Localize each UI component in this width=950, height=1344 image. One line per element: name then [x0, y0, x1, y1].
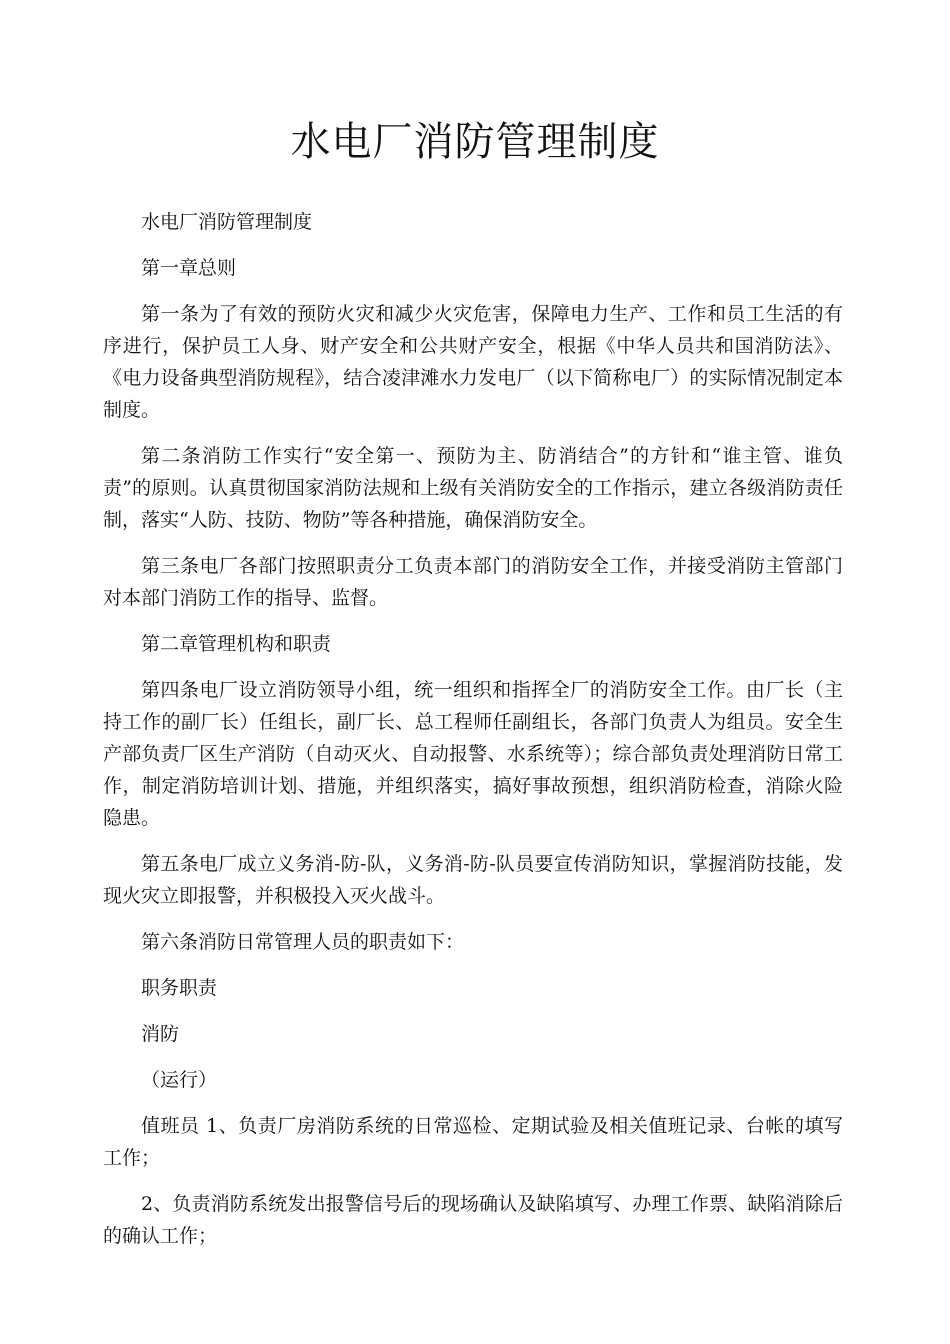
paragraph-doc-name: 水电厂消防管理制度 [141, 211, 313, 233]
article-1: 第一条为了有效的预防火灾和减少火灾危害，保障电力生产、工作和员工生活的有序进行，保护员工人身、财产安全和公共财产安全，根据《中华人员共和国消防法》、《电力设备典型消防规程》，结合凌津滩水力发电厂（以下简称电厂）的实际情况制定本制度。 [103, 303, 843, 421]
duty-item-2: 2、负责消防系统发出报警信号后的现场确认及缺陷填写、办理工作票、缺陷消除后的确认工作； [103, 1193, 843, 1247]
article-4: 第四条电厂设立消防领导小组，统一组织和指挥全厂的消防安全工作。由厂长（主持工作的副厂长）任组长，副厂长、总工程师任副组长，各部门负责人为组员。安全生产部负责厂区生产消防（自动灭火、自动报警、水系统等）；综合部负责处理消防日常工作，制定消防培训计划、措施，并组织落实，搞好事故预想，组织消防检查，消除火险隐患。 [103, 679, 843, 829]
document-body [103, 206, 843, 1266]
article-5: 第五条电厂成立义务消-防-队，义务消-防-队员要宣传消防知识，掌握消防技能，发现火灾立即报警，并积极投入灭火战斗。 [103, 853, 843, 907]
document-title: 水电厂消防管理制度 [290, 119, 660, 165]
chapter-1-heading: 第一章总则 [141, 257, 237, 279]
duty-table-header: 职务职责 [141, 977, 218, 999]
duty-role-fire: 消防 [141, 1023, 180, 1045]
duty-item-1: 值班员 1、负责厂房消防系统的日常巡检、定期试验及相关值班记录、台帐的填写工作； [103, 1115, 843, 1169]
duty-role-operation: （运行） [141, 1069, 218, 1091]
chapter-2-heading: 第二章管理机构和职责 [141, 633, 332, 655]
article-2: 第二条消防工作实行“安全第一、预防为主、防消结合”的方针和“谁主管、谁负责”的原则。认真贯彻国家消防法规和上级有关消防安全的工作指示，建立各级消防责任制，落实“人防、技防、物防”等各种措施，确保消防安全。 [103, 445, 843, 531]
article-3: 第三条电厂各部门按照职责分工负责本部门的消防安全工作，并接受消防主管部门对本部门消防工作的指导、监督。 [103, 555, 843, 609]
article-6: 第六条消防日常管理人员的职责如下： [141, 931, 465, 953]
